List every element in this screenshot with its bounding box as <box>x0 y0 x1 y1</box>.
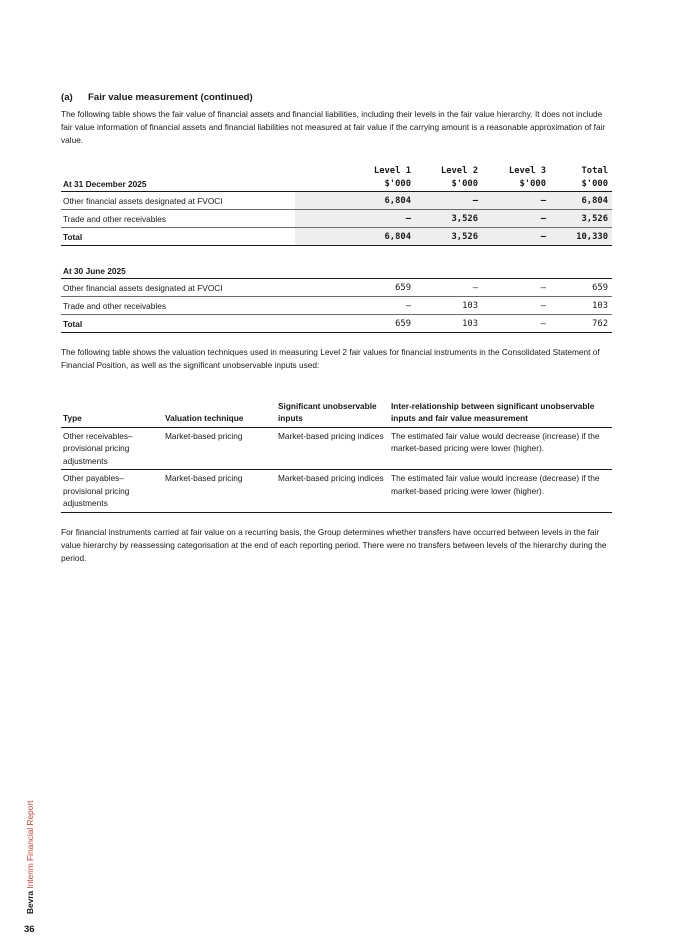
table-row <box>61 427 612 470</box>
section-label: (a) <box>61 92 73 103</box>
valuation-intro-paragraph: The following table shows the valuation techniques used in measuring Level 2 fair values for financial instruments in the Consolidated Statement of Financial Position, as well as the significant unobservable inputs used: <box>61 347 600 371</box>
fair-value-table-june <box>61 263 612 333</box>
cell-total: 103 <box>550 297 612 315</box>
cell-total: 3,526 <box>550 210 612 228</box>
total-level2: 103 <box>415 315 482 333</box>
cell-level1: – <box>295 297 415 315</box>
table-row <box>61 210 612 228</box>
cell-level3: – <box>482 279 550 297</box>
closing-paragraph: For financial instruments carried at fair value on a recurring basis, the Group determines whether transfers have occurred between levels in the fair value hierarchy by reassessing categorisation at the end of each reporting period. There were no transfers between levels of the hierarchy during the period. <box>61 526 607 563</box>
table-row <box>61 279 612 297</box>
cell-technique: Market-based pricing <box>163 470 276 513</box>
section-heading <box>61 92 612 103</box>
header-type: Type <box>61 400 163 428</box>
section-title: Fair value measurement (continued) <box>88 92 253 103</box>
total-level1: 659 <box>295 315 415 333</box>
report-title: Interim Financial Report <box>25 800 35 889</box>
header-technique: Valuation technique <box>163 400 276 428</box>
row-label: Other financial assets designated at FVOCI <box>61 279 295 297</box>
cell-inputs: Market-based pricing indices <box>276 427 389 470</box>
row-label: Other financial assets designated at FVOCI <box>61 192 295 210</box>
cell-level2: 103 <box>415 297 482 315</box>
table-header-unit-row <box>61 176 612 192</box>
cell-inputs: Market-based pricing indices <box>276 470 389 513</box>
cell-level1: – <box>295 210 415 228</box>
cell-type: Other receivables– provisional pricing adjustments <box>61 427 163 470</box>
page-content <box>61 92 612 564</box>
cell-level2: – <box>415 279 482 297</box>
header-level2: Level 2 <box>440 166 478 177</box>
unit-level1: $'000 <box>295 176 415 192</box>
total-total: 762 <box>550 315 612 333</box>
table-row <box>61 470 612 513</box>
period-heading: At 30 June 2025 <box>61 263 295 279</box>
total-label: Total <box>61 315 295 333</box>
total-label: Total <box>61 228 295 246</box>
brand-name: Bevra <box>25 890 35 914</box>
unit-level2: $'000 <box>415 176 482 192</box>
table-total-row <box>61 315 612 333</box>
header-inputs: Significant unobservable inputs <box>276 400 389 428</box>
cell-type: Other payables– provisional pricing adjustments <box>61 470 163 513</box>
total-level2: 3,526 <box>415 228 482 246</box>
table-row <box>61 297 612 315</box>
table-total-row <box>61 228 612 246</box>
cell-level1: 659 <box>295 279 415 297</box>
cell-level3: – <box>482 192 550 210</box>
header-level1: Level 1 <box>373 166 411 177</box>
table-header-row <box>61 163 612 176</box>
period-header-row <box>61 263 612 279</box>
cell-level3: – <box>482 210 550 228</box>
total-level3: – <box>482 228 550 246</box>
cell-relation: The estimated fair value would increase (decrease) if the market-based pricing were lower (higher). <box>389 470 612 513</box>
table-row <box>61 192 612 210</box>
header-relation: Inter-relationship between significant unobservable inputs and fair value measurement <box>389 400 612 428</box>
cell-total: 659 <box>550 279 612 297</box>
total-total: 10,330 <box>550 228 612 246</box>
cell-relation: The estimated fair value would decrease (increase) if the market-based pricing were lower (higher). <box>389 427 612 470</box>
header-total: Total <box>581 166 608 177</box>
row-label: Trade and other receivables <box>61 210 295 228</box>
header-level3: Level 3 <box>508 166 546 177</box>
page-number: 36 <box>24 924 35 935</box>
total-level1: 6,804 <box>295 228 415 246</box>
cell-total: 6,804 <box>550 192 612 210</box>
row-label: Trade and other receivables <box>61 297 295 315</box>
unit-level3: $'000 <box>482 176 550 192</box>
intro-paragraph: The following table shows the fair value of financial assets and financial liabilities, including their levels in the fair value hierarchy. It does not include fair value information of financial assets and financial liabilities not measured at fair value if the carrying amount is a reasonable approximation of fair value. <box>61 109 606 145</box>
fair-value-table-december <box>61 163 612 246</box>
unit-total: $'000 <box>550 176 612 192</box>
table-header-row <box>61 400 612 428</box>
cell-level2: – <box>415 192 482 210</box>
cell-level3: – <box>482 297 550 315</box>
vertical-report-footer <box>25 801 35 914</box>
cell-level2: 3,526 <box>415 210 482 228</box>
cell-technique: Market-based pricing <box>163 427 276 470</box>
total-level3: – <box>482 315 550 333</box>
period-heading: At 31 December 2025 <box>61 176 295 192</box>
cell-level1: 6,804 <box>295 192 415 210</box>
valuation-technique-table <box>61 400 612 513</box>
